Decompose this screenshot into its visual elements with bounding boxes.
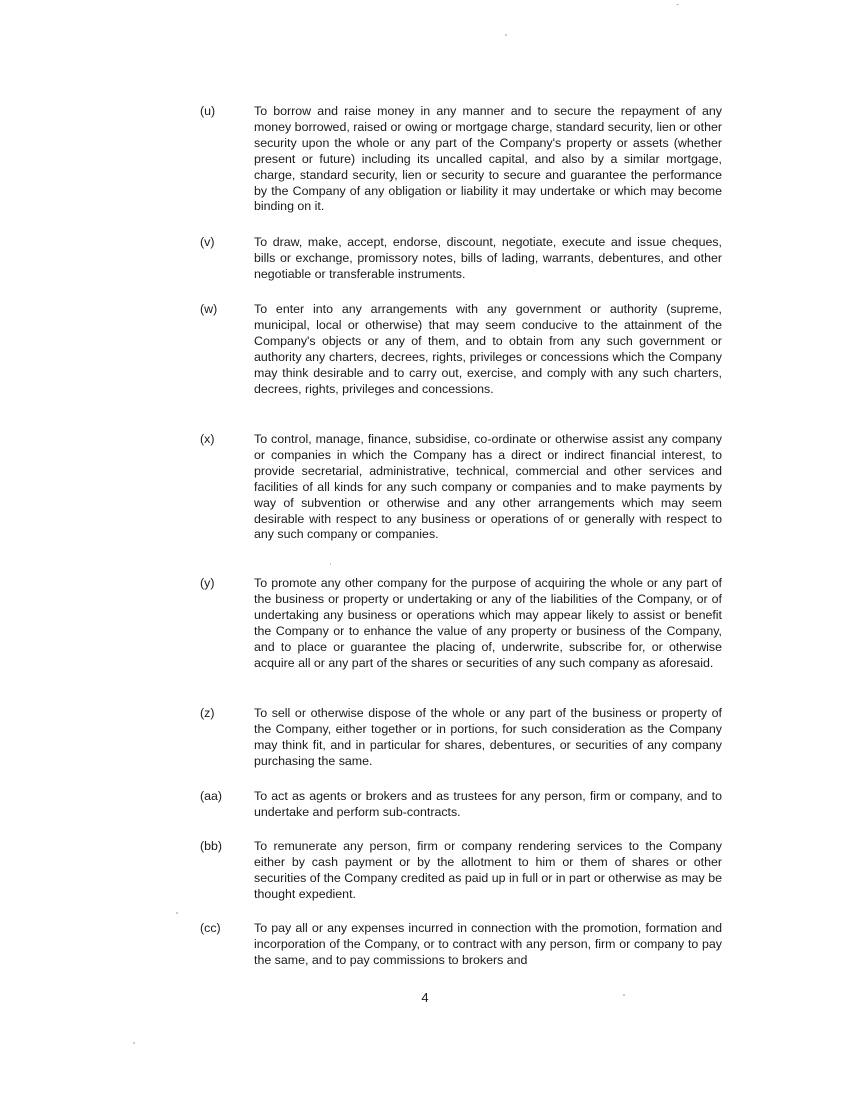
clause-label: (z) — [200, 706, 215, 720]
clause-label: (w) — [200, 302, 218, 316]
scan-speck — [176, 912, 178, 914]
clause-text: To sell or otherwise dispose of the whole or any part of the business or property of the Company, either together or in portions, for such consideration as the Company may think fit, and in particular for shares, debentures, or securities of any company purchasing the same. — [254, 706, 722, 768]
clause-text: To borrow and raise money in any manner and to secure the repayment of any money borrowed, raised or owing or mortgage charge, standard security, lien or other security upon the whole or any part of the Company's property or assets (whether present or future) including its uncalled capital, and also by a similar mortgage, charge, standard security, lien or security to secure and guarantee the performance by the Company of any obligation or liability it may undertake or which may become binding on it. — [254, 104, 722, 214]
scan-speck — [623, 994, 625, 996]
clause-text: To enter into any arrangements with any government or authority (supreme, municipal, local or otherwise) that may seem conducive to the attainment of the Company's objects or any of them, and to obtain from any such government or authority any charters, decrees, rights, privileges or concessions which the Company may think desirable and to carry out, exercise, and comply with any such charters, decrees, rights, privileges and concessions. — [254, 302, 722, 396]
clause-text: To act as agents or brokers and as trustees for any person, firm or company, and to undertake and perform sub-contracts. — [254, 789, 722, 819]
clause-text: To remunerate any person, firm or company rendering services to the Company either by cash payment or by the allotment to him or them of shares or other securities of the Company credited as paid up in full or in part or otherwise as may be thought expedient. — [254, 839, 722, 901]
clause-text: To draw, make, accept, endorse, discount, negotiate, execute and issue cheques, bills or exchange, promissory notes, bills of lading, warrants, debentures, and other negotiable or transferable instruments. — [254, 235, 722, 281]
scan-speck — [505, 34, 507, 36]
scan-speck — [133, 1042, 135, 1044]
clause-label: (u) — [200, 104, 216, 118]
clause-label: (v) — [200, 235, 215, 249]
scan-speck — [676, 4, 679, 5]
clause-label: (bb) — [200, 839, 223, 853]
clause-label: (cc) — [200, 921, 221, 935]
clause-text: To promote any other company for the purpose of acquiring the whole or any part of the business or property or undertaking or any of the liabilities of the Company, or of undertaking any business or operations which may appear likely to assist or benefit the Company or to enhance the value of any property or business of the Company, and to place or guarantee the placing of, underwrite, subscribe for, or otherwise acquire all or any part of the shares or securities of any such company as aforesaid. — [254, 576, 722, 670]
clause-label: (y) — [200, 576, 215, 590]
scan-speck — [330, 563, 331, 565]
clause-text: To control, manage, finance, subsidise, co-ordinate or otherwise assist any company or companies in which the Company has a direct or indirect financial interest, to provide secretarial, administrative, technical, commercial and other services and facilities of all kinds for any such company or companies and to make payments by way of subvention or otherwise and any other arrangements which may seem desirable with respect to any business or operations of or generally with respect to any such company or companies. — [254, 432, 722, 542]
clause-label: (aa) — [200, 789, 223, 803]
page-number: 4 — [421, 990, 429, 1005]
clause-label: (x) — [200, 432, 215, 446]
clause-text: To pay all or any expenses incurred in connection with the promotion, formation and incorporation of the Company, or to contract with any person, firm or company to pay the same, and to pay commissions to brokers and — [254, 921, 722, 967]
